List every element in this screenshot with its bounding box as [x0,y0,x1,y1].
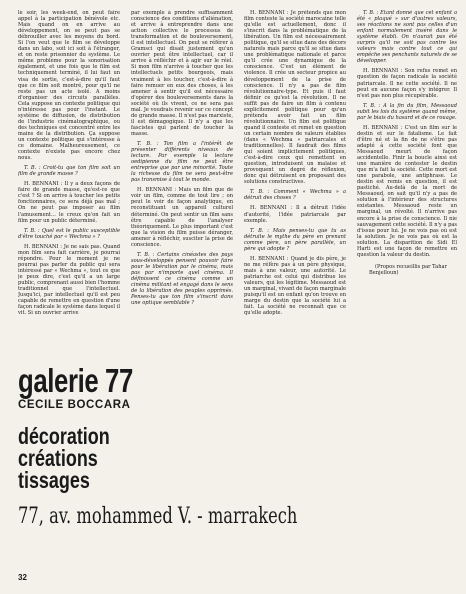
interview-question: T. B. : Certains cinéastes des pays sous-développés pensent pouvoir faire pour le libération par le cinéma, mais pas par n'importe quel cinéma. Il définissent ce cinéma comme un cinéma militant et engagé dans le sens de la libération des peuples opprimés. Penses-tu que ton film s'inscrit dans une optique semblable ? [131,251,233,307]
paragraph: H. BENNANI : C'est un film sur le destin et sur le fatalisme. Le fait d'être né et la fin de ne s'être pas adapté à cette société font que Messaoud meurt de façon accidentelle. Finir la boucle ainsi est une manière de contester le destin que m'a fait la société. Cette mort est une parabole, une antiphrase. Le destin est remis en question, il est pastiché. Au-delà de la mort de Messaoud, on sait qu'il n'y a pas de solution à l'intérieur des structures existantes. Messaoud reste un marginal, un révolté. Il n'arrive pas encore à la prise de conscience. Il nie sauvagement cette société. Il n'y a pas d'issue pour lui. Je ne vois pas où est la solution. Je ne vois pas où est la solution. La disparition de Sidi El Harti est une façon de remettre en question la valeur du destin. [357,124,457,258]
interview-question: T. B. : Étant donné que cet enfant a été « plaqué » sur d'autres valeurs, ses réactions ne sont pas celles d'un enfant normalement inséré dans le système établi. On n'aurait pas été surpris qu'il ne soit pas contre les valeurs mais contre tout ce qui empêche ses penchants naturels de se développer. [357,10,457,65]
page-number: 32 [18,573,27,582]
paragraph: par exemple à prendre suffisamment conscience des conditions d'aliénation, et arrive à entreprendre dans une action collective le processus de transformation et de bouleversement, il est intellectuel. On peut se référer à Gramsci qui disait justement qu'un ouvrier peut être intellectuel, car il arrive à réfléchir et à agir sur le réel. Si mon film n'arrive à toucher que les intellectuels petits bourgeois, mais vraiment à les toucher, c'est-à-dire à faire remuer en eux des choses, à les amener à sentir qu'il est nécessaire d'opérer des bouleversements dans la société où ils vivent, ce ne sera pas mal. Je voudrais revenir sur ce concept de grande masse. Il n'est pas marxiste, il est démagogique. Il n'y a que les fascistes qui parlent de toucher la masse. [131,10,233,137]
interview-question: T. B. : Croit-tu que ton film soit un film de grande masse ? [18,165,120,178]
gallery-advertisement [18,362,458,555]
ad-title: galerie 77 [18,362,133,399]
paragraph: H. BENNANI : Il a détruit l'idée d'autorité, l'idée patriarcale par exemple. [244,205,346,224]
interview-question: T. B. : A la fin du film, Messaoud subit les lois du système quand même, par le biais du hasard et de ce rouage. [357,102,457,121]
ad-address: 77, av. mohammed V. - marrakech [18,504,298,529]
ad-subtitle: CECILE BOCCARA [18,399,131,411]
ad-line-creations: créations [18,445,98,471]
ad-line-decoration: décoration [18,423,110,449]
paragraph: H. BENNANI : Son refus remet en question de façon radicale la société patriarcale. Il ne cette société. Il ne peut en aucune façon s'y intégrer. Il n'est pas non plus récupérable. [357,68,457,99]
interview-question: T. B. : Quel est le public susceptible d'être touché par « Wechma » ? [18,227,120,240]
paragraph: H. BENNANI : Je ne sais pas. Quand mon film sera fait carrière, je pourrai répondre. Pour le moment je ne pourrai pas parler du public qui sera intéressé par « Wechma », tout ce que je peux dire, c'est qu'il a un large public, comprenant aussi bien l'homme traditionnel que l'intellectuel. Jusqu'ici, par intellectuel qu'il est peu capable de remettre en question d'une façon radicale le système dans lequel il vit. Si un ouvrier arrive [18,243,120,317]
column-3 [244,10,346,360]
interview-question: T. B. : Ton film a l'intérêt de présenter différents niveaux de lecture. Par exemple la lecture oedipienne du film ne peut être entreprise que par une minorité. Toute la richesse du film ne sera peut-être pas transmise à tout le monde. [131,140,233,184]
attribution: (Propos recueillis par Tahar Benjelloun) [369,263,447,276]
interview-question: T. B. : Comment « Wechma » a détruit des choses ? [244,189,346,202]
ad-line-tissages: tissages [18,467,90,493]
paragraph: H. BENNANI : Quand je dis père, je ne me réfère pas à un père physique, mais à une valeur, une autorité. Le patriarche est celui qui distribue les valeurs, qui les légitime. Messaoud est un marginal, vivant de façon marginale puisqu'il est un enfant qu'on trouve en marge du destin que la société lui a fait. La société ne reconnaît que ce qu'elle adopte. [244,255,346,317]
interview-question: T. B. : Mais penses-tu que tu as détruite le mythe du père en prenant comme père, un père parallèle, un père qui adopte ? [244,227,346,252]
paragraph: H. BENNANI : Je prétends que mon film conteste la société marocaine telle qu'elle est actuellement, donc il s'inscrit dans la problématique de la libération. Un film est nécessairement politique, qu'il se situe dans des décors naturels mais parce qu'il se situe dans une problématique nationale et parce qu'il crée une dynamique de la conscience. C'est un élément de violence. Il crée un secteur propice au développement de la prise de conscience. Il n'y a pas de film révolutionnaire-type. Et puis il faut définir ce qu'est la révolution. Il ne suffit pas de faire un film à contenu explicitement politique pour qu'un prétendu avoir fait un film révolutionnaire. Un film est politique quand il conteste et remet en question un certain nombre de valeurs établies (dans « Wechma » patriarcales et traditionnelles). Il faudrait des films qui soient implicitement politiques, c'est-à-dire ceux qui remettent en question, introduisent un malaise et provoquent un degré de réflexion, donc qui détruisent en proposant des solutions constructives. [244,10,346,186]
paragraph: le soir, les week-end, on peut faire appel à la participation bénévole etc. Mais quand on en arrive au développement, on se peut pas se débrouiller avec les moyens du bord. Si l'on veut que le film se développe dans un labo, soit ici soit à l'étranger, et on reste prisonnier du système. Le même problème pour la sonorisation également, et une fois que le film est techniquement terminé, il lui faut un visa de sortie, c'est-à-dire qu'il faut que ce film soit montré, pour qu'il ne reste pas un acte isolé. A moins d'organiser des circuits parallèles. Cela suppose un contexte politique qui n'intéresse pas pour l'instant. Le système de diffusion, de distribution de l'industrie cinématographique, ou des techniques est concentré entre les mains de la distribution. Ça suppose un contexte politique qui s'intéresse à ce domaine. Malheureusement, ce contexte n'existe pas encore chez nous. [18,10,120,162]
paragraph: H. BENNANI : Il y a deux façons de faire de grande masse, qu'est-ce que c'est ? Si on arrive à toucher les petits fonctionnaires, ce sera déjà pas mal ; On ne peut pas imposer au film l'amusement... le creux qu'on fait un film pour un public déterminé. [18,181,120,224]
paragraph: H. BENNANI : Mais un film que de voir un film, comme de tout lire ; on peut le voir de façon analytique, en reconstituant un appareil culturel déterminé. On peut sentir un film sans être capable de l'analyser théoriquement. Le plus important c'est que la vision du film puisse déranger, amener à réfléchir, susciter la prise de conscience. [131,187,233,248]
column-2 [131,10,233,360]
column-1 [18,10,120,358]
